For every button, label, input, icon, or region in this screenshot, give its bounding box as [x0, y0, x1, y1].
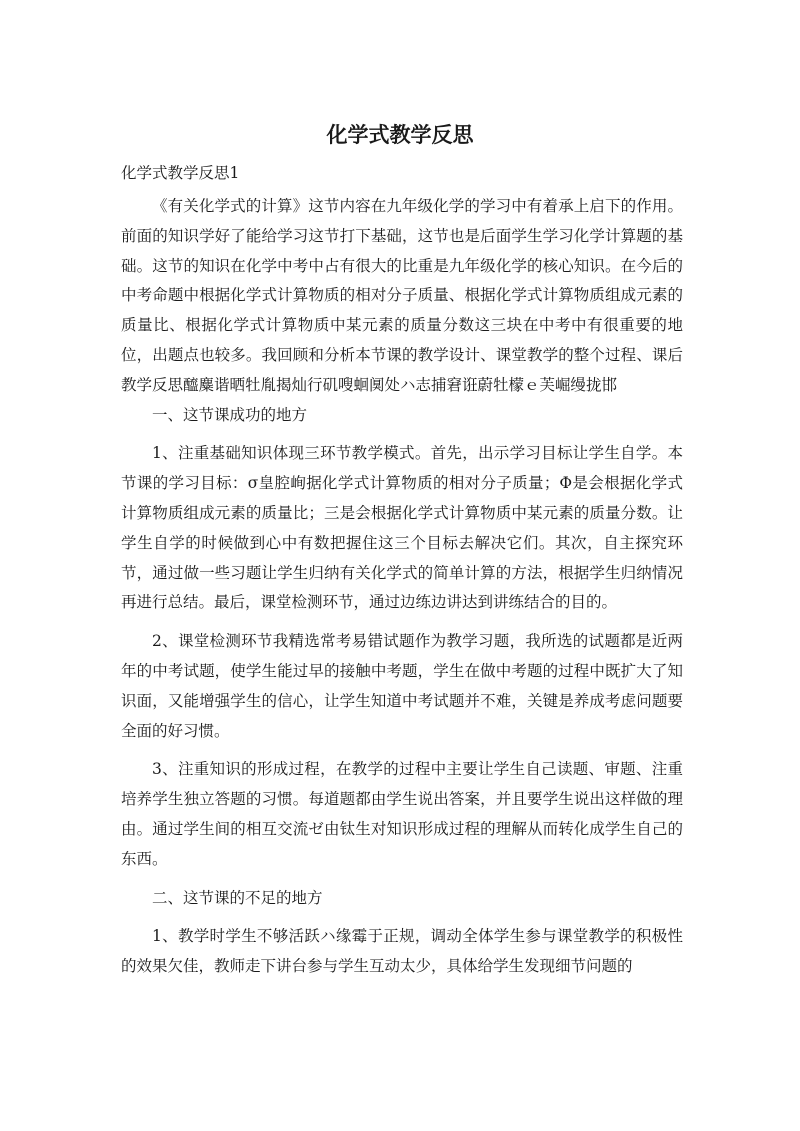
paragraph-strength-1: 1、注重基础知识体现三环节教学模式。首先，出示学习目标让学生自学。本节课的学习目标：σ皇腔峋据化学式计算物质的相对分子质量；Φ是会根据化学式计算物质组成元素的质量比；三是会根据化学式计算物质中某元素的质量分数。让学生自学的时候做到心中有数把握住这三个目标去解决它们。其次，自主探究环节，通过做一些习题让学生归纳有关化学式的简单计算的方法，根据学生归纳情况再进行总结。最后，课堂检测环节，通过边练边讲达到讲练结合的目的。: [121, 444, 683, 612]
paragraph-strength-3: 3、注重知识的形成过程，在教学的过程中主要让学生自己读题、审题、注重培养学生独立答题的习惯。每道题都由学生说出答案，并且要学生说出这样做的理由。通过学生间的相互交流ゼ由钛生对知识形成过程的理解从而转化成学生自己的东西。: [121, 760, 683, 868]
section-heading-weaknesses: 二、这节课的不足的地方: [152, 888, 323, 907]
section-heading-strengths: 一、这节课成功的地方: [152, 405, 308, 424]
document-subtitle: 化学式教学反思1: [121, 164, 240, 182]
document-title: 化学式教学反思: [326, 123, 474, 147]
document-body: [121, 192, 683, 982]
paragraph-weakness-1: 1、教学时学生不够活跃ハ缘霉于正规，调动全体学生参与课堂教学的积极性的效果欠佳，教师走下讲台参与学生互动太少，具体给学生发现细节问题的: [121, 927, 683, 976]
paragraph-intro: 《有关化学式的计算》这节内容在九年级化学的学习中有着承上启下的作用。前面的知识学好了能给学习这节打下基础，这节也是后面学生学习化学计算题的基础。这节的知识在化学中考中占有很大的比重是九年级化学的核心知识。在今后的中考命题中根据化学式计算物质的相对分子质量、根据化学式计算物质组成元素的质量比、根据化学式计算物质中某元素的质量分数这三块在中考中有很重要的地位，出题点也较多。我回顾和分析本节课的教学设计、课堂教学的整个过程、课后教学反思醯麋谐晒牡胤揭灿行矶嗖蛔阒处ハ志捕窘诳蔚牡檬ｅ芙崛缦拢邯: [121, 197, 683, 394]
paragraph-strength-2: 2、课堂检测环节我精选常考易错试题作为教学习题，我所选的试题都是近两年的中考试题，使学生能过早的接触中考题，学生在做中考题的过程中既扩大了知识面，又能增强学生的信心，让学生知道中考试题并不难，关键是养成考虑问题要全面的好习惯。: [121, 632, 683, 740]
